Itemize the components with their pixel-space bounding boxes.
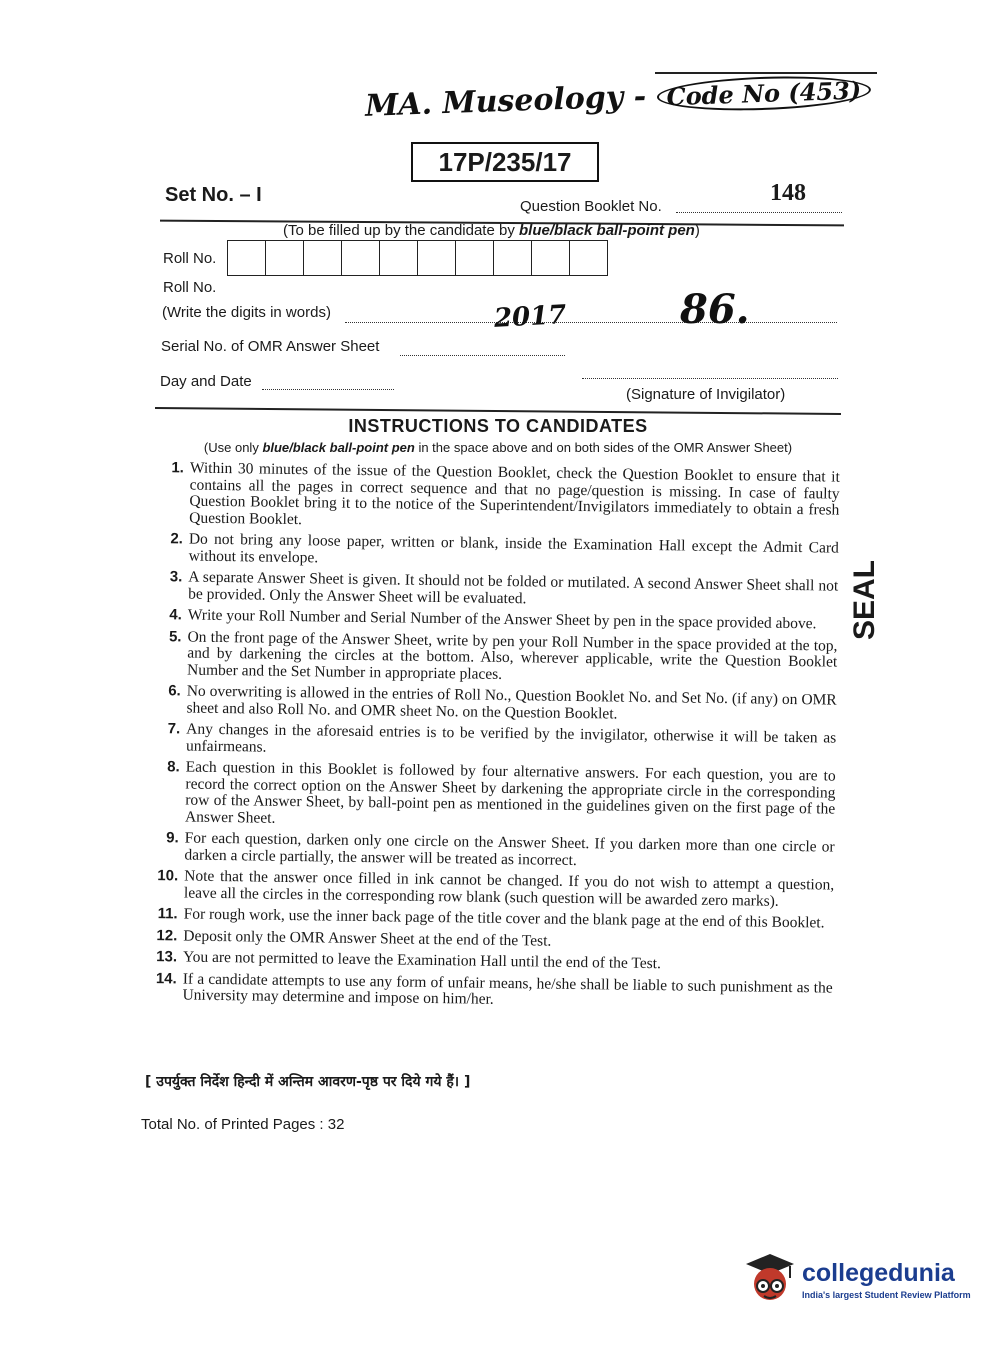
fill-note-suffix: ): [694, 222, 700, 239]
collegedunia-brand: collegedunia: [802, 1258, 955, 1287]
roll-no-label: Roll No.: [163, 250, 217, 267]
instruction-text: For each question, darken only one circle on the Answer Sheet. If you darken more than one circle or darken a circle partially, the answer will be treated as incorrect.: [184, 829, 835, 869]
instruction-text: A separate Answer Sheet is given. It should not be folded or mutilated. A second Answer Sheet shall not be provided. Only the Answer Sheet will be evaluated.: [188, 568, 839, 607]
instruction-number: 14.: [155, 969, 177, 987]
signature-label: (Signature of Invigilator): [626, 386, 786, 403]
instruction-number: 2.: [170, 530, 184, 548]
instruction-text: No overwriting is allowed in the entries of Roll No., Question Booklet No. and Set No. (if any) on OMR sheet and also Roll No. and OMR sheet No. on the Question Booklet.: [186, 682, 837, 723]
roll-digit-box[interactable]: [341, 240, 380, 276]
roll-digit-box[interactable]: [531, 240, 570, 276]
instruction-text: If a candidate attempts to use any form of unfair means, he/she shall be liable to such punishment as the University may determine and impose on him/her.: [182, 970, 833, 1008]
omr-serial-line[interactable]: [400, 355, 565, 356]
roll-no-words-label: Roll No.: [163, 279, 217, 296]
fill-note: [283, 222, 700, 239]
instructions-divider: [155, 407, 841, 415]
handwritten-code-oval: Code No (453): [656, 73, 872, 113]
instr-sub-suffix: in the space above and on both sides of the OMR Answer Sheet): [414, 440, 793, 455]
instructions-subtitle: [155, 440, 841, 455]
question-booklet-label: Question Booklet No.: [520, 198, 662, 215]
printed-pages-label: Total No. of Printed Pages :: [141, 1116, 328, 1133]
hindi-note: [ उपर्युक्त निर्देश हिन्दी में अन्तिम आवरण-पृष्ठ पर दिये गये हैं। ]: [145, 1074, 471, 1090]
fill-note-emphasis: blue/black ball-point pen: [519, 222, 695, 239]
instruction-text: Each question in this Booklet is followed by four alternative answers. For each question, you are to record the correct option on the Answer Sheet by darkening the appropriate circle in the corresponding row of the Answer Sheet, by ball-point pen as mentioned in the guidelines given on the first page of the Answer Sheet.: [184, 758, 836, 827]
instruction-item: [147, 628, 838, 687]
roll-digit-box[interactable]: [379, 240, 418, 276]
collegedunia-tagline: India's largest Student Review Platform: [802, 1289, 971, 1300]
handwritten-roll-words-1: 2017: [493, 300, 568, 334]
instruction-text: Any changes in the aforesaid entries is to be verified by the invigilator, otherwise it will be taken as unfairmeans.: [185, 720, 837, 756]
handwritten-roll-words-2: 86.: [680, 286, 750, 333]
question-booklet-dots: [676, 212, 842, 213]
roll-no-boxes[interactable]: [228, 240, 608, 276]
instruction-number: 7.: [167, 720, 181, 738]
collegedunia-watermark: [740, 1250, 971, 1308]
roll-digit-box[interactable]: [493, 240, 532, 276]
roll-no-words-hint: (Write the digits in words): [162, 304, 331, 321]
instruction-item: [145, 759, 836, 835]
instruction-item: [144, 868, 834, 911]
instruction-number: 12.: [156, 926, 178, 944]
day-date-line[interactable]: [262, 389, 394, 390]
instruction-item: [142, 970, 832, 1013]
day-date-label: Day and Date: [160, 373, 252, 390]
instructions-title: INSTRUCTIONS TO CANDIDATES: [348, 416, 648, 436]
instruction-text: Deposit only the OMR Answer Sheet at the end of the Test.: [183, 927, 552, 950]
roll-words-line[interactable]: [345, 322, 837, 323]
set-number: Set No. – I: [165, 184, 262, 206]
seal-mark: SEAL: [848, 559, 881, 640]
printed-pages: [141, 1116, 344, 1133]
roll-digit-box[interactable]: [265, 240, 304, 276]
instruction-number: 9.: [166, 829, 179, 847]
instruction-item: [146, 683, 836, 726]
instruction-number: 1.: [171, 459, 185, 477]
instruction-text: Write your Roll Number and Serial Number of the Answer Sheet by pen in the space provided above.: [187, 606, 817, 633]
instruction-number: 3.: [169, 568, 183, 586]
instructions-list: [142, 460, 840, 1018]
instruction-text: Note that the answer once filled in ink cannot be changed. If you do not wish to attempt a question, leave all the circles in the corresponding row blank (such question will be awarded zero marks).: [183, 867, 835, 910]
roll-digit-box[interactable]: [569, 240, 608, 276]
instruction-number: 4.: [169, 606, 182, 624]
instruction-item: [148, 569, 838, 612]
instruction-number: 8.: [167, 758, 180, 776]
instruction-item: [146, 721, 836, 764]
instruction-number: 5.: [168, 627, 182, 645]
fill-note-prefix: (To be filled up by the candidate by: [283, 222, 519, 239]
paper-code-box: 17P/235/17: [411, 142, 599, 182]
instruction-number: 13.: [156, 948, 178, 966]
roll-digit-box[interactable]: [455, 240, 494, 276]
instruction-number: 6.: [168, 682, 181, 700]
printed-pages-value: 32: [327, 1116, 345, 1133]
instruction-number: 10.: [157, 867, 179, 885]
signature-line[interactable]: [582, 378, 838, 379]
instruction-text: You are not permitted to leave the Examination Hall until the end of the Test.: [182, 948, 662, 973]
instruction-number: 11.: [157, 905, 178, 923]
collegedunia-mascot-icon: [740, 1250, 798, 1308]
handwritten-course-title: [365, 71, 872, 124]
instruction-item: [144, 830, 834, 873]
instruction-text: Do not bring any loose paper, written or blank, inside the Examination Hall except the Admit Card without its envelope.: [188, 530, 839, 566]
instruction-text: On the front page of the Answer Sheet, write by pen your Roll Number in the space provided at the top, and by darkening the circles at the bottom. Also, wherever applicable, write the Question Booklet Number and the Set Number in appropriate places.: [186, 628, 838, 683]
roll-digit-box[interactable]: [227, 240, 266, 276]
instruction-text: Within 30 minutes of the issue of the Question Booklet, check the Question Booklet to ensure that it contains all the pages in correct sequence and that no page/question is missing. In case of faulty Question Booklet bring it to the notice of the Superintendent/Invigilators immediately to obtain a fresh Question Booklet.: [189, 459, 840, 528]
omr-serial-label: Serial No. of OMR Answer Sheet: [161, 338, 380, 355]
instruction-text: For rough work, use the inner back page of the title cover and the blank page at the end of this Booklet.: [183, 905, 825, 932]
collegedunia-wordmark: [802, 1259, 971, 1300]
instr-sub-emphasis: blue/black ball-point pen: [262, 440, 415, 455]
handwritten-course-text: MA. Museology -: [364, 78, 658, 124]
instr-sub-prefix: (Use only: [203, 440, 263, 455]
question-booklet-number: 148: [770, 180, 806, 206]
instruction-item: [149, 531, 839, 574]
roll-digit-box[interactable]: [303, 240, 342, 276]
instruction-item: [149, 460, 840, 536]
roll-digit-box[interactable]: [417, 240, 456, 276]
